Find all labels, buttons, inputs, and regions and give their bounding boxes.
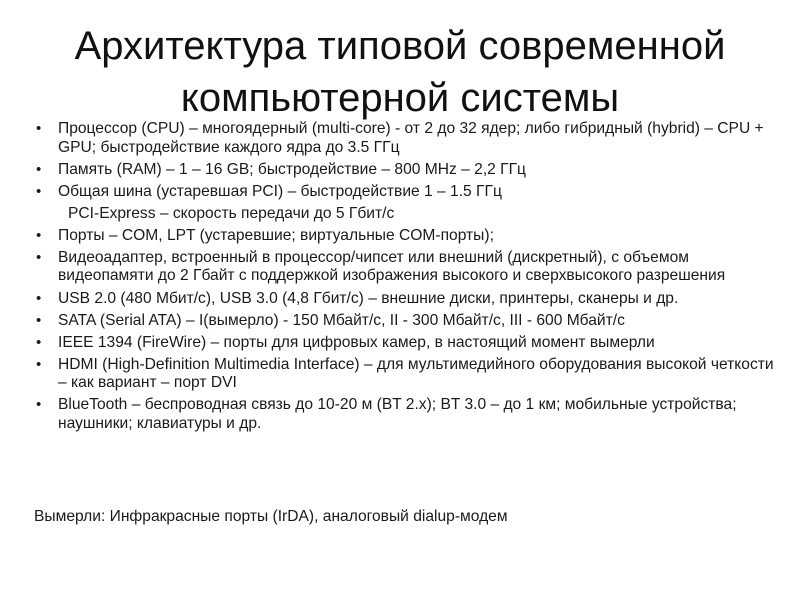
- bullet-ram: [34, 161, 774, 180]
- slide-title-line-2: компьютерной системы: [180, 76, 620, 120]
- bullet-text: IEEE 1394 (FireWire) – порты для цифровых камер, в настоящий момент вымерли: [58, 333, 655, 351]
- bullet-marker: •: [36, 396, 42, 414]
- bullet-text: BlueTooth – беспроводная связь до 10-20 м (BT 2.x); BT 3.0 – до 1 км; мобильные устройства; наушники; клавиатуры и др.: [58, 396, 737, 432]
- slide-title: [20, 20, 780, 124]
- bullet-text: USB 2.0 (480 Мбит/с), USB 3.0 (4,8 Гбит/с) – внешние диски, принтеры, сканеры и др.: [58, 289, 679, 307]
- bullet-ieee1394: [34, 334, 774, 353]
- bullet-video: [34, 249, 774, 286]
- bullet-marker: •: [36, 311, 42, 329]
- bullet-marker: •: [36, 355, 42, 373]
- bullet-text: Порты – COM, LPT (устаревшие; виртуальные COM-порты);: [58, 226, 494, 244]
- bullet-text: HDMI (High-Definition Multimedia Interface) – для мультимедийного оборудования высокой четкости – как вариант – порт DVI: [58, 355, 774, 392]
- bullet-hdmi: [34, 356, 774, 393]
- bullet-sata: [34, 312, 774, 331]
- bullet-marker: •: [36, 160, 42, 178]
- bullet-cpu: [34, 120, 774, 157]
- bullet-text: Общая шина (устаревшая PCI) – быстродействие 1 – 1.5 ГГц: [58, 182, 502, 200]
- slide-title-line-1: Архитектура типовой современной: [74, 24, 726, 68]
- bullet-ports: [34, 227, 774, 246]
- bullet-usb: [34, 290, 774, 309]
- bullet-list: [34, 120, 774, 437]
- bullet-marker: •: [36, 333, 42, 351]
- bullet-marker: •: [36, 226, 42, 244]
- footer-note: Вымерли: Инфракрасные порты (IrDA), аналоговый dialup-модем: [34, 508, 508, 525]
- bullet-text: Процессор (CPU) – многоядерный (multi-core) - от 2 до 32 ядер; либо гибридный (hybrid) – CPU + GPU; быстродействие каждого ядра до 3.5 ГГц: [58, 120, 764, 156]
- bullet-text: Память (RAM) – 1 – 16 GB; быстродействие – 800 MHz – 2,2 ГГц: [58, 160, 526, 178]
- bullet-bus: [34, 183, 774, 202]
- bullet-text: SATA (Serial ATA) – I(вымерло) - 150 Мбайт/с, II - 300 Мбайт/с, III - 600 Мбайт/с: [58, 311, 625, 329]
- bullet-marker: •: [36, 248, 42, 266]
- sub-item-text: PCI-Express – скорость передачи до 5 Гбит/с: [68, 204, 395, 222]
- bullet-text: Видеоадаптер, встроенный в процессор/чипсет или внешний (дискретный), с объемом видеопамяти до 2 Гбайт с поддержкой изображения высокого и сверхвысокого разрешения: [58, 248, 726, 285]
- bullet-marker: •: [36, 120, 42, 137]
- sub-item-pci-express: [34, 205, 774, 224]
- bullet-bluetooth: [34, 396, 774, 433]
- bullet-marker: •: [36, 289, 42, 307]
- bullet-marker: •: [36, 182, 42, 200]
